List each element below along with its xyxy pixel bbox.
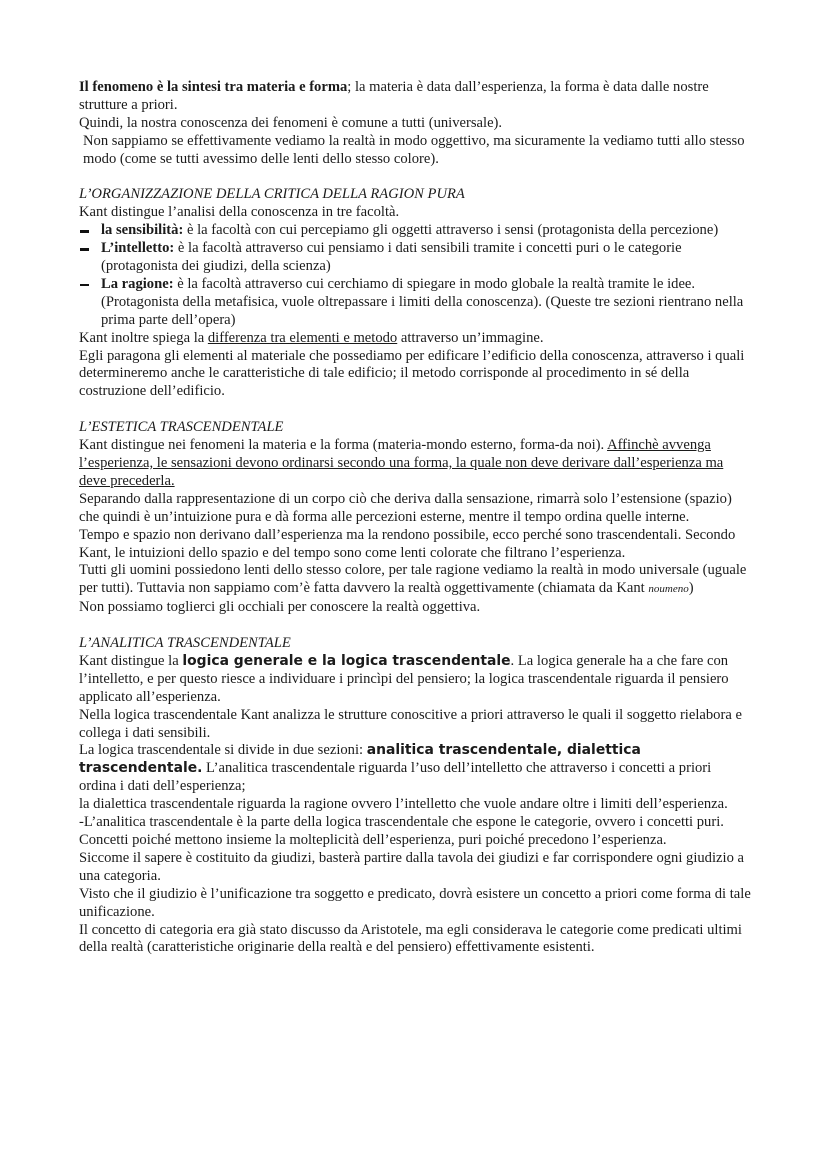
analitica-paragraph-4: la dialettica trascendentale riguarda la ragione ovvero l’intelletto che vuole andare oltre i limiti dell’esperienza. [79, 796, 728, 813]
document-page [79, 79, 751, 957]
analitica-paragraph-7: Visto che il giudizio è l’unificazione tra soggetto e predicato, dovrà esistere un concetto a priori come forma di tale unificazione. [79, 885, 751, 920]
org-paragraph-1 [79, 330, 751, 348]
analitica-paragraph-8: Il concetto di categoria era già stato discusso da Aristotele, ma egli considerava le categorie come predicati ultimi della realtà (caratteristiche originarie della realtà e del pensiero) effettivamente esistenti. [79, 921, 742, 956]
estetica-paragraph-1 [79, 437, 751, 491]
bold-phrase: logica generale e la logica trascendentale [182, 652, 511, 669]
analitica-text: L’analitica trascendentale riguarda l’uso dell’intelletto che attraverso i concetti a priori ordina i dati dell’esperienza; [79, 760, 712, 795]
faculty-term: La ragione: [101, 275, 174, 292]
analitica-paragraph-1 [79, 653, 751, 707]
estetica-paragraph-4 [79, 562, 751, 599]
org-text: Kant inoltre spiega la [79, 329, 208, 346]
section-heading-analitica: L’ANALITICA TRASCENDENTALE [79, 635, 291, 652]
estetica-paragraph-2: Separando dalla rappresentazione di un corpo ciò che deriva dalla sensazione, rimarrà solo l’estensione (spazio) che quindi è un’intuizione pura e dà forma alle percezioni esterne, mentre il tempo ordina quelle interne. [79, 490, 732, 525]
analitica-paragraph-2: Nella logica trascendentale Kant analizza le strutture conoscitive a priori attraverso le quali il soggetto rielabora e collega i dati sensibili. [79, 706, 742, 741]
intro-text: ; la materia è data dall’esperienza, la forma è data dalle nostre strutture a priori. [79, 79, 709, 113]
intro-paragraph-1 [79, 79, 751, 115]
list-item [79, 240, 751, 276]
estetica-text: Tutti gli uomini possiedono lenti dello stesso colore, per tale ragione vediamo la realtà in modo universale (uguale per tutti). Tuttavia non sappiamo com’è fatta davvero la realtà oggettivamente (chiamata da Kant [79, 562, 747, 597]
estetica-paragraph-5: Non possiamo toglierci gli occhiali per conoscere la realtà oggettiva. [79, 599, 481, 616]
analitica-text: La logica trascendentale si divide in due sezioni: [79, 742, 367, 759]
faculty-text: è la facoltà con cui percepiamo gli oggetti attraverso i sensi (protagonista della percezione) [183, 222, 719, 239]
analitica-paragraph-6: Siccome il sapere è costituito da giudizi, basterà partire dalla tavola dei giudizi e far corrispondere ogni giudizio a una categoria. [79, 849, 744, 884]
faculty-term: L’intelletto: [101, 240, 175, 257]
intro-paragraph-2: Quindi, la nostra conoscenza dei fenomeni è comune a tutti (universale). [79, 114, 503, 131]
section-heading-estetica: L’ESTETICA TRASCENDENTALE [79, 419, 284, 436]
underlined-phrase: differenza tra elementi e metodo [207, 329, 398, 346]
intro-bold-statement: Il fenomeno è la sintesi tra materia e forma [79, 79, 348, 95]
faculty-term: la sensibilità: [101, 222, 184, 239]
underlined-passage: Affinchè avvenga l’esperienza, le sensazioni devono ordinarsi secondo una forma, la quale non deve derivare dall’esperienza ma deve precederla. [79, 437, 724, 489]
analitica-text: . La logica generale ha a che fare con l’intelletto, e per questo riesce a individuare i princìpi del pensiero; la logica trascendentale riguarda il pensiero applicato all’esperienza. [79, 652, 729, 705]
noumeno-term: noumeno [648, 583, 689, 596]
analitica-paragraph-5: -L’analitica trascendentale è la parte della logica trascendentale che espone le categorie, ovvero i concetti puri. Concetti poiché mettono insieme la molteplicità dell’esperienza, puri poiché precedono l’esperienza. [79, 814, 724, 849]
estetica-text: ) [688, 580, 694, 597]
org-paragraph-2: Egli paragona gli elementi al materiale che possediamo per edificare l’edificio della conoscenza, attraverso i quali determineremo anche le caratteristiche di tale edificio; il metodo corrisponde al procedimento in sé della costruzione dell’edificio. [79, 347, 745, 400]
org-lead: Kant distingue l’analisi della conoscenza in tre facoltà. [79, 204, 400, 221]
list-item [79, 222, 751, 240]
faculties-list [79, 222, 751, 329]
list-item [79, 276, 751, 330]
intro-paragraph-3: Non sappiamo se effettivamente vediamo la realtà in modo oggettivo, ma sicuramente la vediamo tutti allo stesso modo (come se tutti avessimo delle lenti dello stesso colore). [83, 132, 745, 167]
section-heading-organizzazione: L’ORGANIZZAZIONE DELLA CRITICA DELLA RAGION PURA [79, 186, 465, 203]
analitica-paragraph-3 [79, 742, 751, 796]
analitica-text: Kant distingue la [79, 652, 183, 669]
estetica-text: Kant distingue nei fenomeni la materia e la forma (materia-mondo esterno, forma-da noi). [79, 437, 608, 454]
estetica-paragraph-3: Tempo e spazio non derivano dall’esperienza ma la rendono possibile, ecco perché sono trascendentali. Secondo Kant, le intuizioni dello spazio e del tempo sono come lenti colorate che filtrano l’esperienza. [79, 526, 736, 561]
faculty-text: è la facoltà attraverso cui cerchiamo di spiegare in modo globale la realtà tramite le idee. (Protagonista della metafisica, vuole oltrepassare i limiti della conoscenza). (Queste tre sezioni rientrano nella prima parte dell’opera) [101, 275, 744, 328]
faculty-text: è la facoltà attraverso cui pensiamo i dati sensibili tramite i concetti puri o le categorie (protagonista dei giudizi, della scienza) [101, 240, 682, 275]
org-text: attraverso un’immagine. [397, 329, 544, 346]
bold-phrase: analitica trascendentale, dialettica trascendentale. [79, 742, 641, 777]
